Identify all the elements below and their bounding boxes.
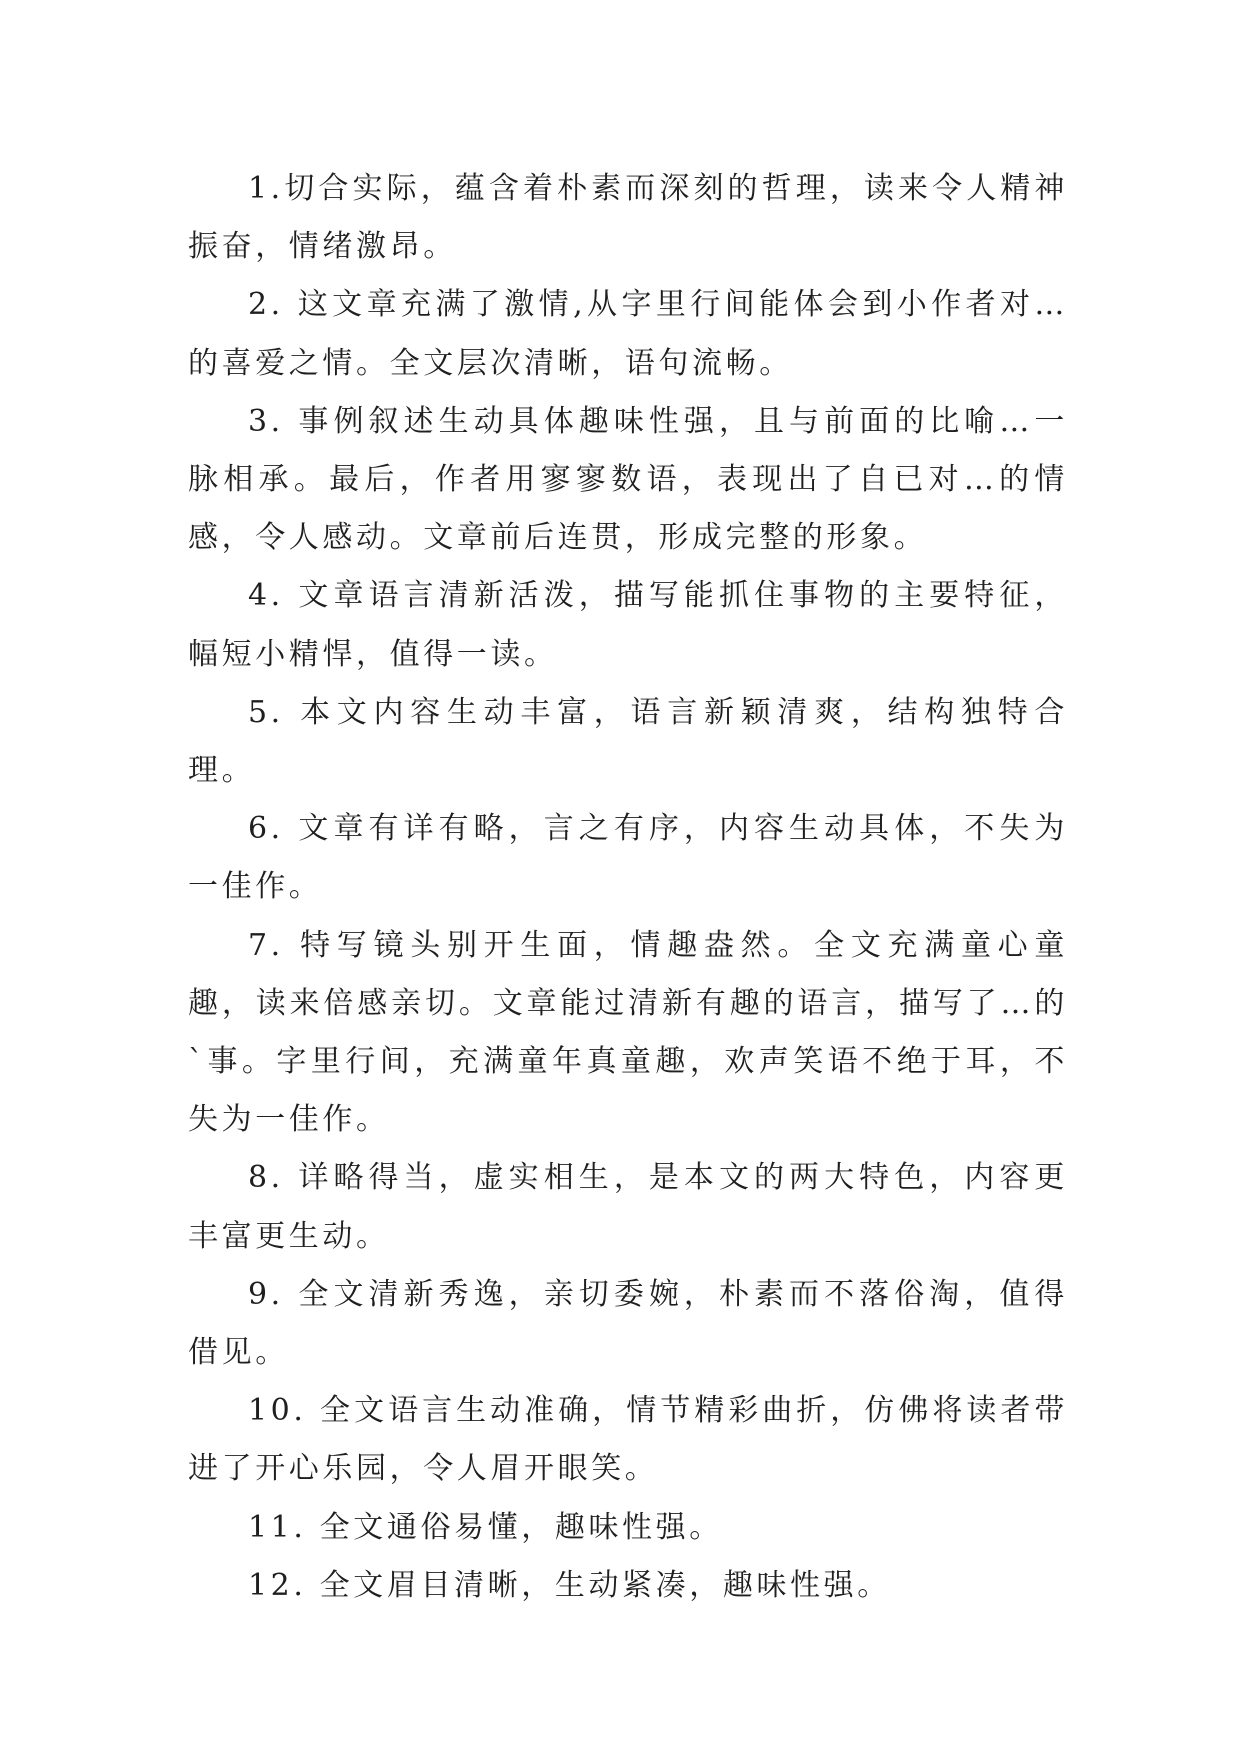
comment-paragraph-11: 11. 全文通俗易懂，趣味性强。 (248, 1509, 723, 1545)
comment-paragraph-12: 12. 全文眉目清晰，生动紧凑，趣味性强。 (248, 1567, 891, 1603)
comment-paragraph-9: 9. 全文清新秀逸，亲切委婉，朴素而不落俗淘，值得借见。 (188, 1276, 1068, 1371)
comment-paragraph-7: 7. 特写镜头别开生面，情趣盎然。全文充满童心童趣，读来倍感亲切。文章能过清新有趣的语言，描写了…的`事。字里行间，充满童年真童趣，欢声笑语不绝于耳，不失为一佳作。 (188, 927, 1068, 1138)
comment-paragraph-3: 3. 事例叙述生动具体趣味性强，且与前面的比喻…一脉相承。最后，作者用寥寥数语，表现出了自已对…的情感，令人感动。文章前后连贯，形成完整的形象。 (188, 403, 1068, 556)
document-body (188, 160, 1068, 1615)
comment-paragraph-8: 8. 详略得当，虚实相生，是本文的两大特色，内容更丰富更生动。 (188, 1160, 1068, 1254)
comment-paragraph-6: 6. 文章有详有略，言之有序，内容生动具体，不失为一佳作。 (188, 811, 1068, 905)
comment-paragraph-5: 5. 本文内容生动丰富，语言新颖清爽，结构独特合理。 (188, 694, 1068, 789)
comment-paragraph-10: 10. 全文语言生动准确，情节精彩曲折，仿佛将读者带进了开心乐园，令人眉开眼笑。 (188, 1393, 1068, 1487)
comment-paragraph-2: 2. 这文章充满了激情,从字里行间能体会到小作者对…的喜爱之情。全文层次清晰，语句流畅。 (188, 287, 1068, 381)
comment-paragraph-1: 1.切合实际，蕴含着朴素而深刻的哲理，读来令人精神振奋，情绪激昂。 (188, 171, 1068, 265)
comment-paragraph-4: 4. 文章语言清新活泼，描写能抓住事物的主要特征，幅短小精悍，值得一读。 (188, 578, 1068, 672)
